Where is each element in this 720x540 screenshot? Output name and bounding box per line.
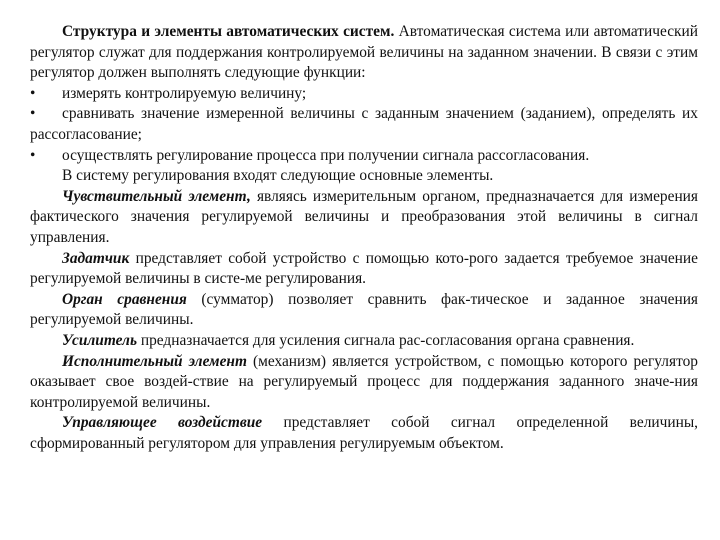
- list-item: [30, 146, 698, 167]
- definition: являясь измерительным органом, предназначается для измерения фактического значения регулируемой величины и преобразования этой величины в сигнал управления.: [30, 187, 698, 246]
- bullet-mark: •: [30, 105, 36, 123]
- bullet-text: сравнивать значение измеренной величины с заданным значением (заданием), определять их рассогласование;: [30, 105, 698, 143]
- definition: представляет собой устройство с помощью кото-рого задается требуемое значение регулируемой величины в систе-ме регулирования.: [30, 249, 698, 288]
- intro-text: Автоматическая система или автоматический регулятор служат для поддержания контролируемой величины на заданном значении. В связи с этим регулятор должен выполнять следующие функции:: [30, 23, 698, 82]
- bullet-mark: •: [30, 84, 36, 102]
- definition: (сумматор) позволяет сравнить фак-тическое и заданное значения регулируемой величины.: [30, 290, 699, 329]
- term: Чувствительный элемент,: [62, 187, 251, 205]
- definition: представляет собой сигнал определенной величины, сформированный регулятором для управления регулируемым объектом.: [30, 414, 699, 452]
- term: Усилитель: [62, 331, 137, 349]
- list-item: [30, 104, 698, 145]
- intro-paragraph: [30, 22, 698, 84]
- element-paragraph-setpoint: [30, 249, 698, 290]
- element-paragraph-amplifier: [30, 331, 698, 352]
- definition: (механизм) является устройством, с помощью которого регулятор оказывает свое воздей-ствие на регулируемый процесс для поддержания заданного значе-ния контролируемой величины.: [30, 352, 698, 411]
- element-paragraph-sensor: [30, 187, 698, 249]
- element-paragraph-control-action: [30, 413, 698, 454]
- elements-intro: В систему регулирования входят следующие основные элементы.: [62, 167, 494, 185]
- term: Задатчик: [62, 249, 130, 267]
- element-paragraph-comparator: [30, 290, 698, 331]
- bullet-mark: •: [30, 146, 36, 164]
- bullet-text: осуществлять регулирование процесса при получении сигнала рассогласования.: [62, 146, 590, 164]
- element-paragraph-actuator: [30, 352, 698, 414]
- definition: предназначается для усиления сигнала рас-согласования органа сравнения.: [136, 331, 635, 349]
- list-item: [30, 84, 698, 105]
- section-heading: Структура и элементы автоматических систем.: [62, 23, 395, 40]
- bullet-text: измерять контролируемую величину;: [62, 84, 307, 102]
- term: Орган сравнения: [62, 290, 187, 308]
- term: Исполнительный элемент: [62, 352, 247, 370]
- term: Управляющее воздействие: [62, 414, 263, 432]
